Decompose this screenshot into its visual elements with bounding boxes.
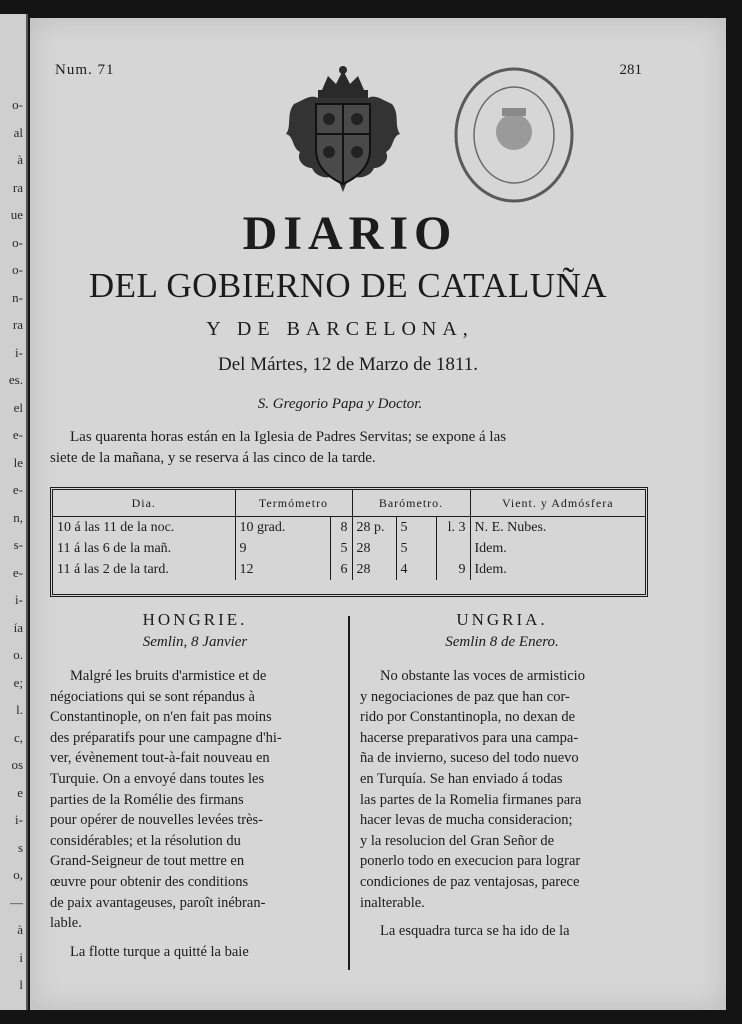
article-continuation: La esquadra turca se ha ido de la	[380, 923, 570, 940]
weather-header-barometer: Barómetro.	[352, 490, 470, 517]
article-line: parties de la Romélie des firmans	[50, 791, 244, 808]
facing-page-fragment: l	[19, 977, 23, 992]
facing-page-fragment: el	[13, 399, 23, 415]
facing-page-fragment: c,	[13, 729, 23, 745]
weather-cell-vient: Idem.	[474, 561, 507, 577]
article-line: y la resolucion del Gran Señor de	[360, 832, 555, 849]
facing-page-fragment: e;	[13, 674, 23, 690]
weather-cell-gf: 6	[330, 559, 352, 580]
dateline: Semlin, 8 Janvier	[142, 634, 248, 650]
weather-cell-dia: 11 á las 2 de la tard.	[53, 559, 235, 580]
coat-of-arms-emblem	[282, 64, 404, 196]
section-heading: UNGRIA.	[456, 610, 548, 629]
facing-page-fragment: à	[17, 152, 23, 167]
article-line: y negociaciones de paz que han cor-	[360, 688, 570, 705]
issue-number: Num. 71	[55, 62, 115, 78]
weather-row	[53, 559, 645, 580]
saint-of-day: S. Gregorio Papa y Doctor.	[257, 396, 423, 412]
weather-header-thermometer: Termómetro	[235, 490, 352, 517]
weather-cell-b1: 28	[352, 559, 396, 580]
newspaper-subtitle: DEL GOBIERNO DE CATALUÑA	[88, 266, 608, 305]
article-line: considérables; et la résolution du	[50, 832, 241, 849]
article-line: ver, évènement tout-à-fait nouveau en	[50, 750, 270, 767]
weather-cell-b3	[436, 538, 470, 559]
article-line: hacerse preparativos para una campa-	[360, 729, 579, 746]
weather-cell-b1: 28	[352, 538, 396, 559]
article-line: Constantinople, on n'en fait pas moins	[50, 709, 272, 726]
article-line: Malgré les bruits d'armistice et de	[70, 668, 267, 684]
article-continuation: La flotte turque a quitté la baie	[70, 943, 249, 960]
article-line: des préparatifs pour une campagne d'hi-	[50, 729, 282, 746]
newspaper-page	[30, 18, 726, 1010]
weather-header-day: Dia.	[53, 490, 235, 517]
article-line: rido por Constantinopla, no dexan de	[360, 709, 576, 726]
facing-page-fragment: o.	[13, 647, 23, 662]
facing-page-fragment: i	[19, 949, 23, 965]
article-line: en Turquía. Se han enviado á todas	[360, 770, 563, 787]
facing-page-fragment: os	[11, 757, 23, 772]
facing-page-fragment: s	[17, 839, 23, 855]
article-line: œuvre pour obtenir des conditions	[50, 873, 249, 890]
facing-page-fragment: al	[13, 124, 23, 140]
weather-cell-gf: 8	[330, 517, 352, 539]
article-line: inalterable.	[360, 894, 425, 911]
weather-cell-b2: 4	[396, 559, 436, 580]
library-stamp-seal	[450, 64, 578, 206]
weather-cell-grad: 9	[235, 538, 330, 559]
facing-page-fragment: à	[17, 922, 23, 937]
dateline: Semlin 8 de Enero.	[445, 634, 559, 650]
facing-page-fragment: o-	[12, 234, 23, 250]
facing-page-fragment: n-	[12, 289, 23, 305]
facing-page-fragment: —	[10, 894, 23, 910]
weather-cell-b1: 28 p.	[352, 517, 396, 539]
facing-page-fragment: l.	[16, 702, 23, 717]
issue-date: Del Mártes, 12 de Marzo de 1811.	[218, 354, 478, 375]
weather-cell-b2: 5	[396, 517, 436, 539]
library-stamp	[450, 64, 578, 206]
page-number: 281	[619, 62, 642, 78]
article-line: négociations qui se sont répandus à	[50, 688, 255, 705]
weather-row	[53, 538, 645, 559]
weather-cell-b3: 9	[436, 559, 470, 580]
weather-cell-b3: l. 3	[436, 517, 470, 539]
article-line: ponerlo todo en execucion para lograr	[360, 853, 581, 870]
weather-cell-dia: 11 á las 6 de la mañ.	[53, 538, 235, 559]
section-heading: HONGRIE.	[142, 610, 248, 629]
weather-cell-b2: 5	[396, 538, 436, 559]
facing-page-edge	[0, 14, 28, 1010]
facing-page-fragment: ra	[12, 317, 23, 332]
article-line: ña de invierno, suceso del todo nuevo	[360, 750, 579, 767]
article-line: las partes de la Romelia firmanes para	[360, 791, 582, 808]
facing-page-fragment: ue	[10, 207, 23, 222]
article-line: hacer levas de mucha consideracion;	[360, 812, 573, 829]
facing-page-fragment: le	[13, 454, 23, 470]
facing-page-fragment: es.	[8, 372, 23, 387]
weather-cell-dia: 10 á las 11 de la noc.	[53, 517, 235, 539]
article-line: Turquie. On a envoyé dans toutes les	[50, 770, 265, 787]
facing-page-fragment: i-	[15, 344, 23, 360]
facing-page-fragment: s-	[13, 537, 23, 552]
facing-page-fragment: i-	[15, 592, 23, 607]
article-body	[50, 666, 340, 934]
article-body	[360, 666, 644, 913]
article-line: de paix avantageuses, paroît inébran-	[50, 894, 266, 911]
weather-cell-grad: 10 grad.	[235, 517, 330, 539]
newspaper-subtitle-city: Y DE BARCELONA,	[206, 318, 474, 340]
facing-page-fragment: o,	[13, 867, 23, 882]
facing-page-fragment: e-	[12, 427, 23, 442]
article-line: Grand-Seigneur de tout mettre en	[50, 853, 245, 870]
newspaper-title: DIARIO	[242, 207, 458, 260]
facing-page-fragment: i-	[15, 812, 23, 827]
spanish-column	[360, 610, 644, 940]
column-divider	[348, 616, 350, 970]
article-line: lable.	[50, 915, 82, 932]
facing-page-fragment: ra	[12, 179, 23, 195]
french-column	[50, 610, 340, 961]
weather-cell-gf: 5	[330, 538, 352, 559]
notice-line: Las quarenta horas están en la Iglesia de Padres Servitas; se expone á las	[70, 429, 507, 445]
weather-table	[50, 487, 648, 597]
weather-header-wind: Vient. y Admósfera	[470, 490, 645, 517]
facing-page-fragment: n,	[13, 509, 23, 525]
article-line: pour opérer de nouvelles levées très-	[50, 812, 263, 829]
weather-cell-vient: N. E. Nubes.	[474, 519, 547, 535]
notice-line: siete de la mañana, y se reserva á las cinco de la tarde.	[50, 450, 376, 466]
weather-cell-grad: 12	[235, 559, 330, 580]
church-notice	[50, 427, 650, 469]
facing-page-fragment: o-	[12, 262, 23, 277]
weather-cell-vient: Idem.	[474, 540, 507, 556]
article-line: condiciones de paz ventajosas, parece	[360, 873, 580, 890]
weather-row	[53, 517, 645, 539]
article-line: No obstante las voces de armisticio	[380, 668, 585, 684]
facing-page-fragment: o-	[12, 97, 23, 112]
facing-page-fragment: ía	[13, 619, 23, 635]
facing-page-fragment: e	[17, 784, 23, 800]
facing-page-fragment: e-	[12, 564, 23, 580]
facing-page-fragment: e-	[12, 482, 23, 497]
